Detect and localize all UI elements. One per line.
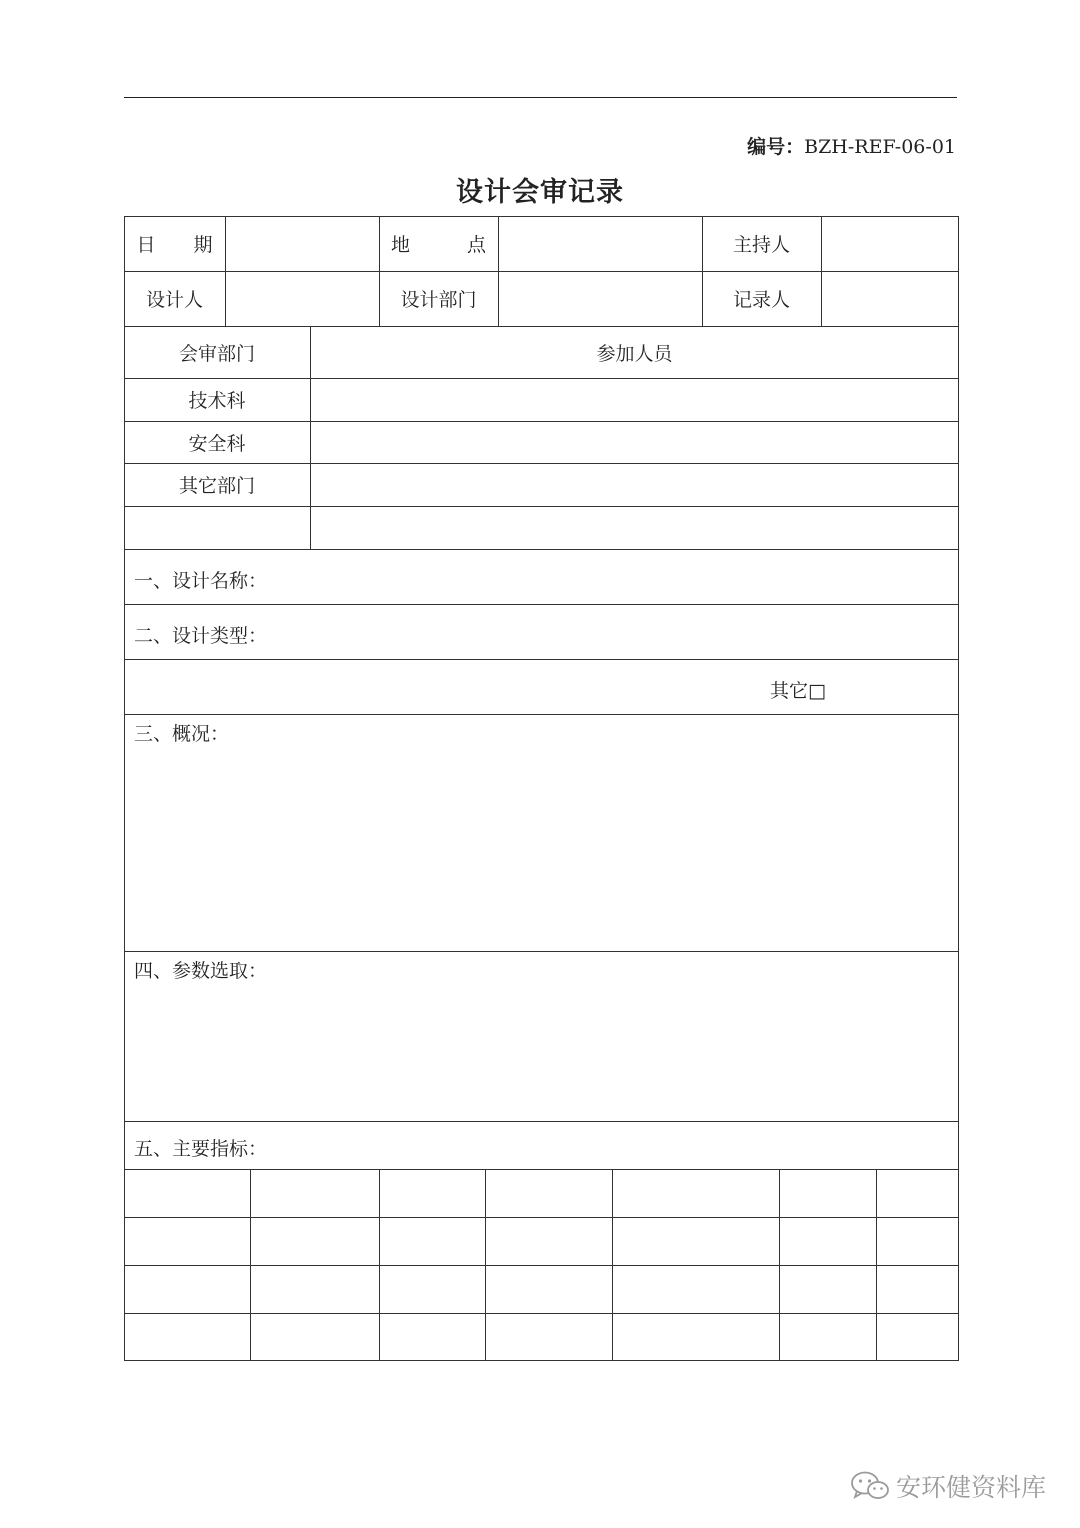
design-name-label: 一、设计名称： [134,570,268,592]
wechat-icon [850,1470,890,1502]
col-divider [612,1169,613,1361]
watermark [850,1468,1046,1504]
parameters-label: 四、参数选取： [134,960,268,982]
col-divider [821,216,822,326]
page-title: 设计会审记录 [456,177,624,208]
dept-safety: 安全科 [188,432,246,455]
dept-tech: 技术科 [188,390,246,412]
col-divider [250,1169,251,1361]
design-type-label: 二、设计类型： [134,625,268,647]
other-option-checkbox[interactable]: 其它□ [770,680,826,702]
recorder-label: 记录人 [732,289,790,311]
design-dept-label: 设计部门 [400,289,477,311]
row-divider [124,951,959,952]
code-value: BZH-REF-06-01 [804,136,956,158]
host-label: 主持人 [732,234,790,256]
row-divider [124,659,959,660]
row-divider [124,1121,959,1122]
indicators-label: 五、主要指标： [134,1138,268,1160]
overview-label: 三、概况： [134,723,230,745]
row-divider [124,604,959,605]
col-divider [379,1169,380,1361]
review-dept-header: 会审部门 [178,342,255,365]
col-divider [498,216,499,326]
col-divider [225,216,226,326]
code-label: 编号： [747,136,805,158]
document-code [747,132,956,159]
row-divider [124,549,959,550]
col-divider [779,1169,780,1361]
header-rule [124,97,957,98]
col-divider [485,1169,486,1361]
participants-header: 参加人员 [596,342,673,365]
date-label: 日 期 [136,234,213,256]
designer-label: 设计人 [145,289,203,311]
watermark-text: 安环健资料库 [895,1473,1046,1502]
row-divider [124,271,959,272]
place-label: 地 点 [390,234,486,256]
dept-blank [124,506,310,549]
dept-other: 其它部门 [178,475,255,497]
row-divider [124,714,959,715]
col-divider [876,1169,877,1361]
